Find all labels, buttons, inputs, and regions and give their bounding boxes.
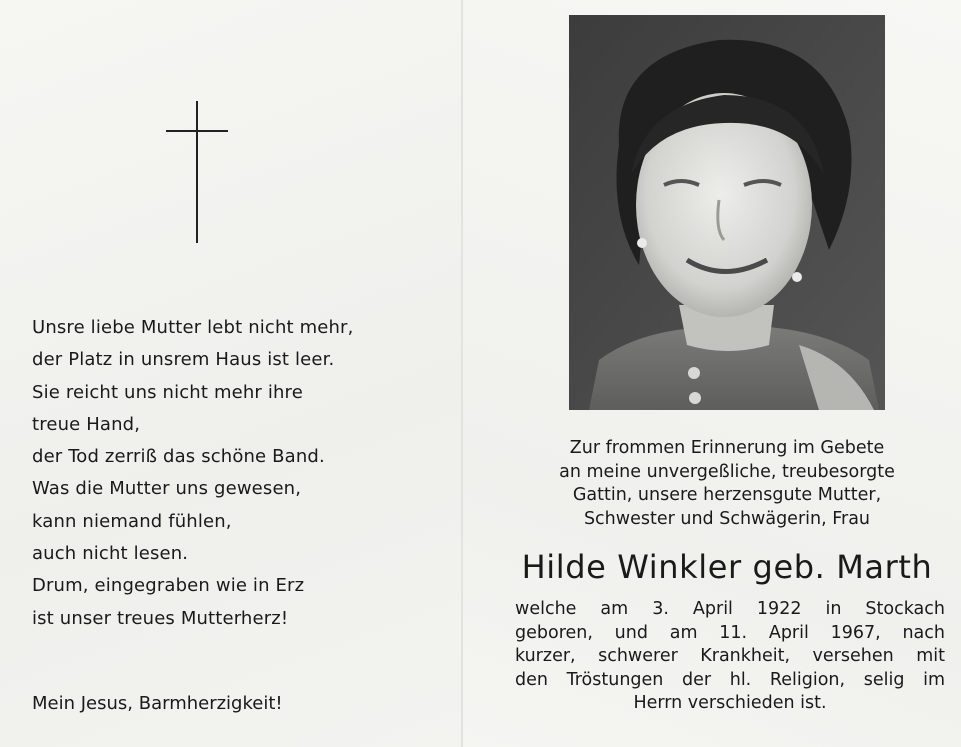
- poem-line: Was die Mutter uns gewesen,: [32, 478, 302, 500]
- closing-prayer: Mein Jesus, Barmherzigkeit!: [32, 693, 283, 714]
- remembrance-intro: [494, 437, 960, 531]
- intro-line: Gattin, unsere herzensgute Mutter,: [572, 485, 882, 505]
- poem-line: Drum, eingegraben wie in Erz: [32, 575, 305, 597]
- poem-line: Unsre liebe Mutter lebt nicht mehr,: [32, 317, 354, 338]
- latin-cross-icon: [166, 101, 228, 243]
- portrait-image: [569, 15, 885, 410]
- card-fold: [461, 0, 463, 747]
- intro-line: an meine unvergeßliche, treubesorgte: [559, 461, 895, 482]
- details-line: welche am 3. April 1922 in Stockach: [515, 599, 945, 619]
- memorial-poem: [32, 312, 353, 635]
- poem-line: treue Hand,: [32, 413, 141, 435]
- poem-line: Sie reicht uns nicht mehr ihre: [32, 381, 303, 403]
- portrait-photo: [569, 15, 885, 410]
- details-line: kurzer, schwerer Krankheit, versehen mit: [515, 646, 945, 667]
- intro-line: Zur frommen Erinnerung im Gebete: [569, 438, 885, 458]
- poem-line: auch nicht lesen.: [32, 543, 189, 565]
- poem-line: der Platz in unsrem Haus ist leer.: [32, 349, 335, 371]
- details-line: geboren, und am 11. April 1967, nach: [515, 622, 945, 643]
- intro-line: Schwester und Schwägerin, Frau: [583, 508, 871, 529]
- poem-line: kann niemand fühlen,: [32, 510, 232, 532]
- poem-line: ist unser treues Mutterherz!: [32, 607, 289, 629]
- details-line: den Tröstungen der hl. Religion, selig im: [515, 669, 945, 690]
- details-line: Herrn verschieden ist.: [633, 693, 827, 714]
- poem-line: der Tod zerriß das schöne Band.: [32, 446, 325, 468]
- cross-vertical-bar: [196, 101, 198, 243]
- deceased-name: Hilde Winkler geb. Marth: [521, 548, 933, 586]
- life-details: [515, 598, 945, 716]
- cross-horizontal-bar: [166, 130, 228, 132]
